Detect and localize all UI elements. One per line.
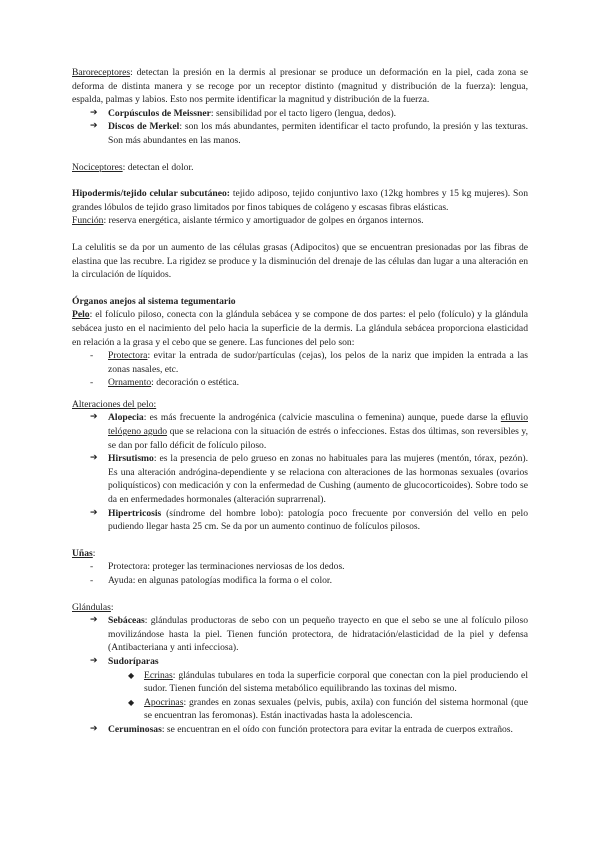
list-item: ➔ Ceruminosas: se encuentran en el oído con función protectora para evitar la entrada de cuerpos extraños. (90, 723, 513, 735)
arrow-bullet-icon: ➔ (90, 507, 98, 518)
nociceptores-paragraph: Nociceptores: detectan el dolor. (72, 161, 194, 173)
list-item: - Ayuda: en algunas patologías modifica la forma o el color. (90, 575, 332, 586)
list-item: ◆ Apocrinas: grandes en zonas sexuales (pelvis, pubis, axila) con función del sistema hormonal (que se encuentran las feromonas). Están inactivadas hasta la adolescencia. (128, 696, 528, 722)
arrow-bullet-icon: ➔ (90, 655, 98, 666)
list-item: - Ornamento: decoración o estética. (90, 377, 240, 389)
glandulas-heading: Glándulas: (72, 601, 114, 613)
funcion-paragraph: Función: reserva energética, aislante térmico y amortiguador de golpes en órganos internos. (72, 215, 424, 227)
pelo-paragraph: Pelo: el folículo piloso, conecta con la glándula sebácea y se compone de dos partes: el pelo (folículo) y la glándula sebácea justo en el nacimiento del pelo hacia la superficie de la dermis. La glándula sebácea proporciona elasticidad en relación a la grasa y el cebo que se genere. Las funciones del pelo son: (72, 309, 528, 348)
list-item: - Protectora: evitar la entrada de sudor/partículas (cejas), los pelos de la nariz que impiden la entrada a las zonas nasales, etc. (90, 350, 528, 375)
arrow-bullet-icon: ➔ (90, 412, 98, 423)
hipodermis-paragraph: Hipodermis/tejido celular subcutáneo: tejido adiposo, tejido conjuntivo laxo (12kg hombres y 15 kg mujeres). Son grandes lóbulos de tejido graso limitados por finos tabiques de colágeno y escasas fibras elásticas. (72, 188, 528, 213)
alteraciones-heading: Alteraciones del pelo: (72, 398, 157, 410)
arrow-bullet-icon: ➔ (90, 615, 98, 626)
list-item: ➔ Sudoríparas (90, 655, 159, 667)
diamond-bullet-icon: ◆ (128, 697, 135, 707)
list-item: ➔ Alopecia: es más frecuente la androgénica (calvicie masculina o femenina) aunque, puede darse la efluvio telógeno agudo que se relaciona con la situación de estrés o infecciones. Estas dos últimas, son reversibles y, se dan por fallo déficit de folículo piloso. (90, 412, 528, 451)
list-item: ➔ Hirsutismo: es la presencia de pelo grueso en zonas no habituales para las mujeres (mentón, tórax, pezón). Es una alteración andrógina-dependiente y se relaciona con alteraciones de las hormonas sexuales (ovarios poliquísticos) con medicación y con la enfermedad de Cushing (aumento de glucocorticoides). Sobre todo se da en enfermedades hormonales (alteración suprarrenal). (90, 453, 528, 506)
list-item: ➔ Corpúsculos de Meissner: sensibilidad por el tacto ligero (lengua, dedos). (90, 107, 397, 119)
baroreceptores-paragraph: Baroreceptores: detectan la presión en la dermis al presionar se produce un deformación en la piel, cada zona se deforma de distinta manera y se recoge por un receptor distinto (magnitud y distribución de la fuerza): lengua, espalda, palmas y labios. Esto nos permite identificar la magnitud y distribución de la fuerza. (72, 67, 528, 106)
document-page (72, 66, 528, 737)
list-item: ➔ Discos de Merkel: son los más abundantes, permiten identificar el tacto profundo, la presión y las texturas. Son más abundantes en las manos. (90, 121, 528, 146)
diamond-bullet-icon: ◆ (128, 670, 135, 680)
list-item: ➔ Hipertricosis (síndrome del hombre lobo): patología poco frecuente por conversión del vello en pelo pudiendo llegar hasta 25 cm. Se da por un aumento continuo de folículos pilosos. (90, 507, 528, 533)
arrow-bullet-icon: ➔ (90, 107, 98, 118)
arrow-bullet-icon: ➔ (90, 723, 98, 734)
list-item: ◆ Ecrinas: glándulas tubulares en toda la superficie corporal que conectan con la piel produciendo el sudor. Tienen función del sistema metabólico equilibrando las toxinas del mismo. (128, 669, 528, 695)
celulitis-paragraph: La celulitis se da por un aumento de las células grasas (Adipocitos) que se encuentran presionadas por las fibras de elastina que las recubre. La rigidez se produce y la disminución del drenaje de las células dan lugar a una alteración en la circulación de líquidos. (72, 241, 528, 281)
list-item: ➔ Sebáceas: glándulas productoras de sebo con un pequeño trayecto en que el sebo se une al folículo piloso movilizándose hasta la piel. Tienen función protectora, de hidratación/elasticidad de la piel y defensa (Antibacteriana y anti infecciosa). (90, 615, 528, 654)
unas-heading: Uñas: (72, 547, 96, 559)
organos-heading: Órganos anejos al sistema tegumentario (72, 295, 236, 307)
baroreceptores-term: Baroreceptores (72, 67, 131, 78)
arrow-bullet-icon: ➔ (90, 453, 98, 464)
list-item: - Protectora: proteger las terminaciones nerviosas de los dedos. (90, 561, 345, 573)
arrow-bullet-icon: ➔ (90, 121, 98, 132)
